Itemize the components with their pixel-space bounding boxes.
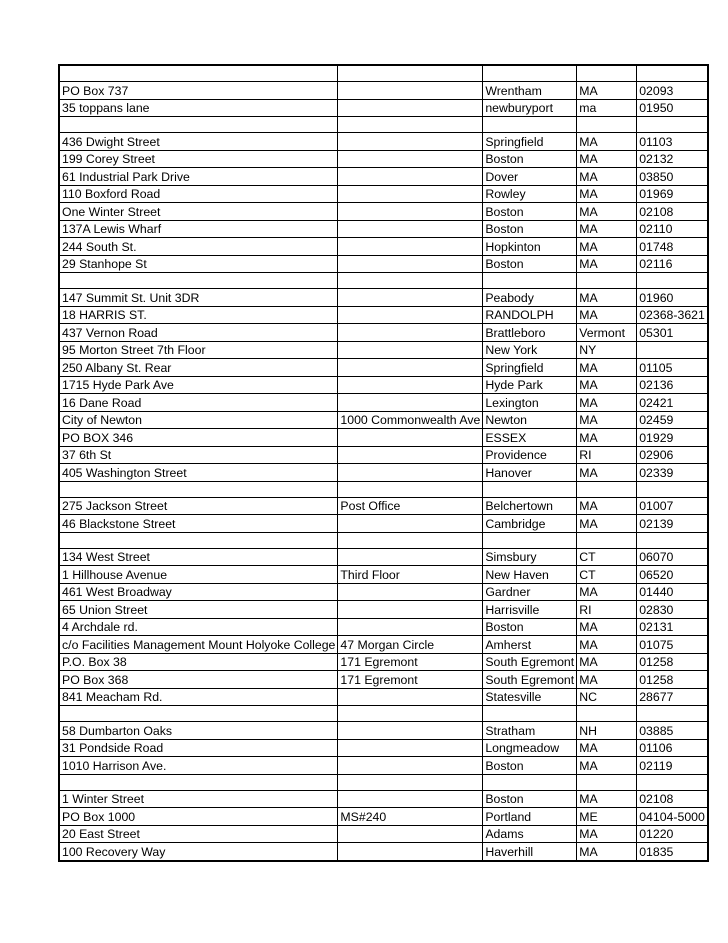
state-cell[interactable]: MA: [577, 133, 637, 151]
table-row: [59, 394, 708, 412]
state-cell[interactable]: MA: [577, 238, 637, 256]
city-cell[interactable]: Harrisville: [483, 601, 577, 619]
state-cell[interactable]: MA: [577, 411, 637, 429]
zip-cell[interactable]: 02110: [637, 220, 708, 238]
table-row: [59, 688, 708, 706]
zip-cell[interactable]: 02339: [637, 464, 708, 482]
state-cell[interactable]: MA: [577, 583, 637, 601]
state-cell[interactable]: MA: [577, 82, 637, 100]
city-cell[interactable]: Boston: [483, 220, 577, 238]
address-line-1-cell[interactable]: 275 Jackson Street: [59, 497, 338, 515]
address-line-2-cell[interactable]: [338, 133, 483, 151]
address-line-1-cell[interactable]: [59, 532, 338, 548]
address-line-1-cell[interactable]: 100 Recovery Way: [59, 843, 338, 861]
address-line-1-cell[interactable]: One Winter Street: [59, 203, 338, 221]
address-line-1-cell[interactable]: P.O. Box 38: [59, 653, 338, 671]
city-cell[interactable]: RANDOLPH: [483, 306, 577, 324]
zip-cell[interactable]: 05301: [637, 324, 708, 342]
address-line-1-cell[interactable]: 147 Summit St. Unit 3DR: [59, 289, 338, 307]
table-row: [59, 203, 708, 221]
city-cell[interactable]: [483, 774, 577, 790]
address-line-2-cell[interactable]: [338, 739, 483, 757]
table-row: [59, 497, 708, 515]
zip-cell[interactable]: 01103: [637, 133, 708, 151]
address-line-1-cell[interactable]: [59, 774, 338, 790]
city-cell[interactable]: Hanover: [483, 464, 577, 482]
zip-cell[interactable]: 01105: [637, 359, 708, 377]
zip-cell[interactable]: [637, 481, 708, 497]
table-row: [59, 220, 708, 238]
table-row: [59, 446, 708, 464]
state-cell[interactable]: MA: [577, 289, 637, 307]
zip-cell[interactable]: 01106: [637, 739, 708, 757]
state-cell[interactable]: MA: [577, 757, 637, 775]
table-row: [59, 376, 708, 394]
address-line-1-cell[interactable]: 58 Dumbarton Oaks: [59, 722, 338, 740]
address-line-2-cell[interactable]: [338, 289, 483, 307]
address-line-1-cell[interactable]: 20 East Street: [59, 825, 338, 843]
city-cell[interactable]: Gardner: [483, 583, 577, 601]
zip-cell[interactable]: 02906: [637, 446, 708, 464]
state-cell[interactable]: MA: [577, 203, 637, 221]
address-line-1-cell[interactable]: [59, 117, 338, 133]
state-cell[interactable]: MA: [577, 636, 637, 654]
address-line-1-cell[interactable]: 37 6th St: [59, 446, 338, 464]
city-cell[interactable]: newburyport: [483, 99, 577, 117]
address-line-2-cell[interactable]: Post Office: [338, 497, 483, 515]
city-cell[interactable]: Lexington: [483, 394, 577, 412]
address-line-1-cell[interactable]: 199 Corey Street: [59, 150, 338, 168]
table-row: [59, 515, 708, 533]
address-line-1-cell[interactable]: 31 Pondside Road: [59, 739, 338, 757]
city-cell[interactable]: Boston: [483, 150, 577, 168]
city-cell[interactable]: Boston: [483, 790, 577, 808]
table-row: [59, 739, 708, 757]
address-line-2-cell[interactable]: [338, 757, 483, 775]
address-line-2-cell[interactable]: [338, 168, 483, 186]
state-cell[interactable]: MA: [577, 497, 637, 515]
zip-cell[interactable]: 02136: [637, 376, 708, 394]
city-cell[interactable]: Haverhill: [483, 843, 577, 861]
table-row: [59, 99, 708, 117]
table-row: [59, 671, 708, 689]
table-row: [59, 808, 708, 826]
zip-cell[interactable]: 02132: [637, 150, 708, 168]
address-line-2-cell[interactable]: [338, 359, 483, 377]
address-line-1-cell[interactable]: 405 Washington Street: [59, 464, 338, 482]
city-cell[interactable]: Peabody: [483, 289, 577, 307]
state-cell[interactable]: [577, 774, 637, 790]
address-line-2-cell[interactable]: [338, 273, 483, 289]
state-cell[interactable]: [577, 273, 637, 289]
table-row: [59, 843, 708, 861]
address-line-2-cell[interactable]: [338, 583, 483, 601]
table-row: [59, 636, 708, 654]
table-row: [59, 548, 708, 566]
address-line-2-cell[interactable]: [338, 255, 483, 273]
address-line-1-cell[interactable]: c/o Facilities Management Mount Holyoke College: [59, 636, 338, 654]
zip-cell[interactable]: 03850: [637, 168, 708, 186]
city-cell[interactable]: Boston: [483, 203, 577, 221]
table-row: [59, 150, 708, 168]
address-line-2-cell[interactable]: 47 Morgan Circle: [338, 636, 483, 654]
zip-cell[interactable]: [637, 706, 708, 722]
table-row: [59, 273, 708, 289]
state-cell[interactable]: [577, 706, 637, 722]
zip-cell[interactable]: [637, 273, 708, 289]
zip-cell[interactable]: 02421: [637, 394, 708, 412]
state-cell[interactable]: NH: [577, 722, 637, 740]
city-cell[interactable]: Brattleboro: [483, 324, 577, 342]
table-row: [59, 583, 708, 601]
city-cell[interactable]: [483, 706, 577, 722]
address-line-2-cell[interactable]: [338, 324, 483, 342]
city-cell[interactable]: Longmeadow: [483, 739, 577, 757]
table-row: [59, 481, 708, 497]
address-line-2-cell[interactable]: 171 Egremont: [338, 653, 483, 671]
table-row: [59, 238, 708, 256]
zip-cell[interactable]: 01835: [637, 843, 708, 861]
address-table-body: [59, 65, 708, 861]
city-cell[interactable]: Springfield: [483, 359, 577, 377]
address-line-2-cell[interactable]: [338, 825, 483, 843]
zip-cell[interactable]: 02116: [637, 255, 708, 273]
state-cell[interactable]: MA: [577, 255, 637, 273]
address-line-1-cell[interactable]: PO Box 737: [59, 82, 338, 100]
address-line-2-cell[interactable]: Third Floor: [338, 566, 483, 584]
address-line-2-cell[interactable]: [338, 618, 483, 636]
state-cell[interactable]: [577, 65, 637, 82]
state-cell[interactable]: MA: [577, 429, 637, 447]
city-cell[interactable]: [483, 273, 577, 289]
city-cell[interactable]: Hopkinton: [483, 238, 577, 256]
address-line-1-cell[interactable]: 46 Blackstone Street: [59, 515, 338, 533]
table-row: [59, 306, 708, 324]
zip-cell[interactable]: [637, 774, 708, 790]
table-row: [59, 289, 708, 307]
address-line-2-cell[interactable]: [338, 532, 483, 548]
address-line-1-cell[interactable]: PO BOX 346: [59, 429, 338, 447]
address-line-1-cell[interactable]: 16 Dane Road: [59, 394, 338, 412]
table-row: [59, 464, 708, 482]
zip-cell[interactable]: 01258: [637, 671, 708, 689]
address-line-2-cell[interactable]: [338, 722, 483, 740]
address-line-2-cell[interactable]: [338, 203, 483, 221]
state-cell[interactable]: MA: [577, 150, 637, 168]
address-line-2-cell[interactable]: [338, 117, 483, 133]
state-cell[interactable]: MA: [577, 376, 637, 394]
address-line-1-cell[interactable]: 137A Lewis Wharf: [59, 220, 338, 238]
zip-cell[interactable]: [637, 532, 708, 548]
address-line-2-cell[interactable]: 1000 Commonwealth Ave: [338, 411, 483, 429]
address-line-1-cell[interactable]: 61 Industrial Park Drive: [59, 168, 338, 186]
address-line-1-cell[interactable]: 1715 Hyde Park Ave: [59, 376, 338, 394]
address-line-1-cell[interactable]: 65 Union Street: [59, 601, 338, 619]
zip-cell[interactable]: 28677: [637, 688, 708, 706]
table-row: [59, 341, 708, 359]
address-line-1-cell[interactable]: [59, 65, 338, 82]
zip-cell[interactable]: 02131: [637, 618, 708, 636]
address-line-1-cell[interactable]: [59, 481, 338, 497]
table-row: [59, 185, 708, 203]
zip-cell[interactable]: 01969: [637, 185, 708, 203]
address-line-1-cell[interactable]: 110 Boxford Road: [59, 185, 338, 203]
zip-cell[interactable]: 01960: [637, 289, 708, 307]
address-line-1-cell[interactable]: 436 Dwight Street: [59, 133, 338, 151]
table-row: [59, 601, 708, 619]
address-line-1-cell[interactable]: 1 Winter Street: [59, 790, 338, 808]
address-line-1-cell[interactable]: 437 Vernon Road: [59, 324, 338, 342]
address-line-1-cell[interactable]: [59, 273, 338, 289]
address-line-2-cell[interactable]: [338, 688, 483, 706]
zip-cell[interactable]: 02108: [637, 203, 708, 221]
city-cell[interactable]: Hyde Park: [483, 376, 577, 394]
address-line-1-cell[interactable]: 244 South St.: [59, 238, 338, 256]
address-line-1-cell[interactable]: 4 Archdale rd.: [59, 618, 338, 636]
address-line-2-cell[interactable]: [338, 220, 483, 238]
zip-cell[interactable]: 02139: [637, 515, 708, 533]
state-cell[interactable]: MA: [577, 515, 637, 533]
address-line-2-cell[interactable]: [338, 446, 483, 464]
address-line-2-cell[interactable]: [338, 429, 483, 447]
address-line-1-cell[interactable]: 35 toppans lane: [59, 99, 338, 117]
address-line-2-cell[interactable]: [338, 515, 483, 533]
city-cell[interactable]: Rowley: [483, 185, 577, 203]
state-cell[interactable]: ME: [577, 808, 637, 826]
table-row: [59, 429, 708, 447]
city-cell[interactable]: Boston: [483, 757, 577, 775]
address-line-2-cell[interactable]: [338, 790, 483, 808]
state-cell[interactable]: MA: [577, 220, 637, 238]
state-cell[interactable]: MA: [577, 394, 637, 412]
table-row: [59, 774, 708, 790]
city-cell[interactable]: Boston: [483, 255, 577, 273]
address-line-2-cell[interactable]: [338, 376, 483, 394]
zip-cell[interactable]: [637, 341, 708, 359]
table-row: [59, 532, 708, 548]
city-cell[interactable]: Stratham: [483, 722, 577, 740]
state-cell[interactable]: MA: [577, 671, 637, 689]
zip-cell[interactable]: 06070: [637, 548, 708, 566]
state-cell[interactable]: MA: [577, 843, 637, 861]
city-cell[interactable]: Springfield: [483, 133, 577, 151]
city-cell[interactable]: [483, 481, 577, 497]
city-cell[interactable]: Portland: [483, 808, 577, 826]
city-cell[interactable]: [483, 65, 577, 82]
city-cell[interactable]: Boston: [483, 618, 577, 636]
state-cell[interactable]: CT: [577, 566, 637, 584]
address-line-1-cell[interactable]: PO Box 1000: [59, 808, 338, 826]
address-line-2-cell[interactable]: [338, 706, 483, 722]
zip-cell[interactable]: [637, 117, 708, 133]
table-row: [59, 618, 708, 636]
address-line-2-cell[interactable]: 171 Egremont: [338, 671, 483, 689]
address-line-1-cell[interactable]: 29 Stanhope St: [59, 255, 338, 273]
address-line-2-cell[interactable]: [338, 341, 483, 359]
state-cell[interactable]: MA: [577, 306, 637, 324]
state-cell[interactable]: MA: [577, 168, 637, 186]
zip-cell[interactable]: 01075: [637, 636, 708, 654]
zip-cell[interactable]: 01258: [637, 653, 708, 671]
table-row: [59, 722, 708, 740]
zip-cell[interactable]: 02093: [637, 82, 708, 100]
city-cell[interactable]: New Haven: [483, 566, 577, 584]
zip-cell[interactable]: 02119: [637, 757, 708, 775]
city-cell[interactable]: Belchertown: [483, 497, 577, 515]
address-line-2-cell[interactable]: [338, 306, 483, 324]
state-cell[interactable]: MA: [577, 464, 637, 482]
city-cell[interactable]: Statesville: [483, 688, 577, 706]
table-row: [59, 65, 708, 82]
zip-cell[interactable]: 01950: [637, 99, 708, 117]
state-cell[interactable]: [577, 117, 637, 133]
city-cell[interactable]: Amherst: [483, 636, 577, 654]
table-row: [59, 566, 708, 584]
address-line-1-cell[interactable]: 1 Hillhouse Avenue: [59, 566, 338, 584]
zip-cell[interactable]: 02108: [637, 790, 708, 808]
table-row: [59, 790, 708, 808]
state-cell[interactable]: Vermont: [577, 324, 637, 342]
zip-cell[interactable]: [637, 65, 708, 82]
city-cell[interactable]: Adams: [483, 825, 577, 843]
state-cell[interactable]: MA: [577, 790, 637, 808]
address-line-2-cell[interactable]: [338, 238, 483, 256]
address-line-2-cell[interactable]: [338, 99, 483, 117]
state-cell[interactable]: MA: [577, 185, 637, 203]
address-line-2-cell[interactable]: [338, 150, 483, 168]
state-cell[interactable]: MA: [577, 739, 637, 757]
table-row: [59, 117, 708, 133]
address-line-1-cell[interactable]: 18 HARRIS ST.: [59, 306, 338, 324]
table-row: [59, 757, 708, 775]
state-cell[interactable]: CT: [577, 548, 637, 566]
state-cell[interactable]: MA: [577, 653, 637, 671]
city-cell[interactable]: Providence: [483, 446, 577, 464]
address-line-2-cell[interactable]: [338, 843, 483, 861]
address-line-1-cell[interactable]: 461 West Broadway: [59, 583, 338, 601]
zip-cell[interactable]: 04104-5000: [637, 808, 708, 826]
table-row: [59, 706, 708, 722]
address-line-1-cell[interactable]: 250 Albany St. Rear: [59, 359, 338, 377]
address-line-2-cell[interactable]: [338, 464, 483, 482]
table-row: [59, 653, 708, 671]
state-cell[interactable]: NY: [577, 341, 637, 359]
state-cell[interactable]: [577, 532, 637, 548]
city-cell[interactable]: Cambridge: [483, 515, 577, 533]
table-row: [59, 168, 708, 186]
address-line-2-cell[interactable]: [338, 601, 483, 619]
city-cell[interactable]: [483, 532, 577, 548]
zip-cell[interactable]: 02459: [637, 411, 708, 429]
zip-cell[interactable]: 06520: [637, 566, 708, 584]
city-cell[interactable]: New York: [483, 341, 577, 359]
city-cell[interactable]: South Egremont: [483, 653, 577, 671]
state-cell[interactable]: RI: [577, 601, 637, 619]
table-row: [59, 324, 708, 342]
address-line-2-cell[interactable]: [338, 185, 483, 203]
zip-cell[interactable]: 01220: [637, 825, 708, 843]
state-cell[interactable]: ma: [577, 99, 637, 117]
address-line-1-cell[interactable]: 1010 Harrison Ave.: [59, 757, 338, 775]
zip-cell[interactable]: 02368-3621: [637, 306, 708, 324]
table-row: [59, 359, 708, 377]
zip-cell[interactable]: 03885: [637, 722, 708, 740]
city-cell[interactable]: [483, 117, 577, 133]
zip-cell[interactable]: 01929: [637, 429, 708, 447]
table-row: [59, 82, 708, 100]
zip-cell[interactable]: 01007: [637, 497, 708, 515]
address-line-1-cell[interactable]: PO Box 368: [59, 671, 338, 689]
address-line-2-cell[interactable]: MS#240: [338, 808, 483, 826]
city-cell[interactable]: South Egremont: [483, 671, 577, 689]
state-cell[interactable]: NC: [577, 688, 637, 706]
zip-cell[interactable]: 01440: [637, 583, 708, 601]
address-line-1-cell[interactable]: 134 West Street: [59, 548, 338, 566]
state-cell[interactable]: MA: [577, 618, 637, 636]
address-table: [58, 64, 709, 862]
address-line-2-cell[interactable]: [338, 548, 483, 566]
table-row: [59, 133, 708, 151]
city-cell[interactable]: Simsbury: [483, 548, 577, 566]
table-row: [59, 411, 708, 429]
address-line-1-cell[interactable]: [59, 706, 338, 722]
state-cell[interactable]: [577, 481, 637, 497]
address-line-2-cell[interactable]: [338, 774, 483, 790]
city-cell[interactable]: Dover: [483, 168, 577, 186]
zip-cell[interactable]: 02830: [637, 601, 708, 619]
city-cell[interactable]: ESSEX: [483, 429, 577, 447]
state-cell[interactable]: RI: [577, 446, 637, 464]
address-line-1-cell[interactable]: 95 Morton Street 7th Floor: [59, 341, 338, 359]
table-row: [59, 825, 708, 843]
address-line-2-cell[interactable]: [338, 481, 483, 497]
zip-cell[interactable]: 01748: [637, 238, 708, 256]
state-cell[interactable]: MA: [577, 359, 637, 377]
city-cell[interactable]: Newton: [483, 411, 577, 429]
address-line-2-cell[interactable]: [338, 82, 483, 100]
address-line-2-cell[interactable]: [338, 394, 483, 412]
city-cell[interactable]: Wrentham: [483, 82, 577, 100]
address-line-2-cell[interactable]: [338, 65, 483, 82]
address-line-1-cell[interactable]: City of Newton: [59, 411, 338, 429]
state-cell[interactable]: MA: [577, 825, 637, 843]
address-line-1-cell[interactable]: 841 Meacham Rd.: [59, 688, 338, 706]
table-row: [59, 255, 708, 273]
